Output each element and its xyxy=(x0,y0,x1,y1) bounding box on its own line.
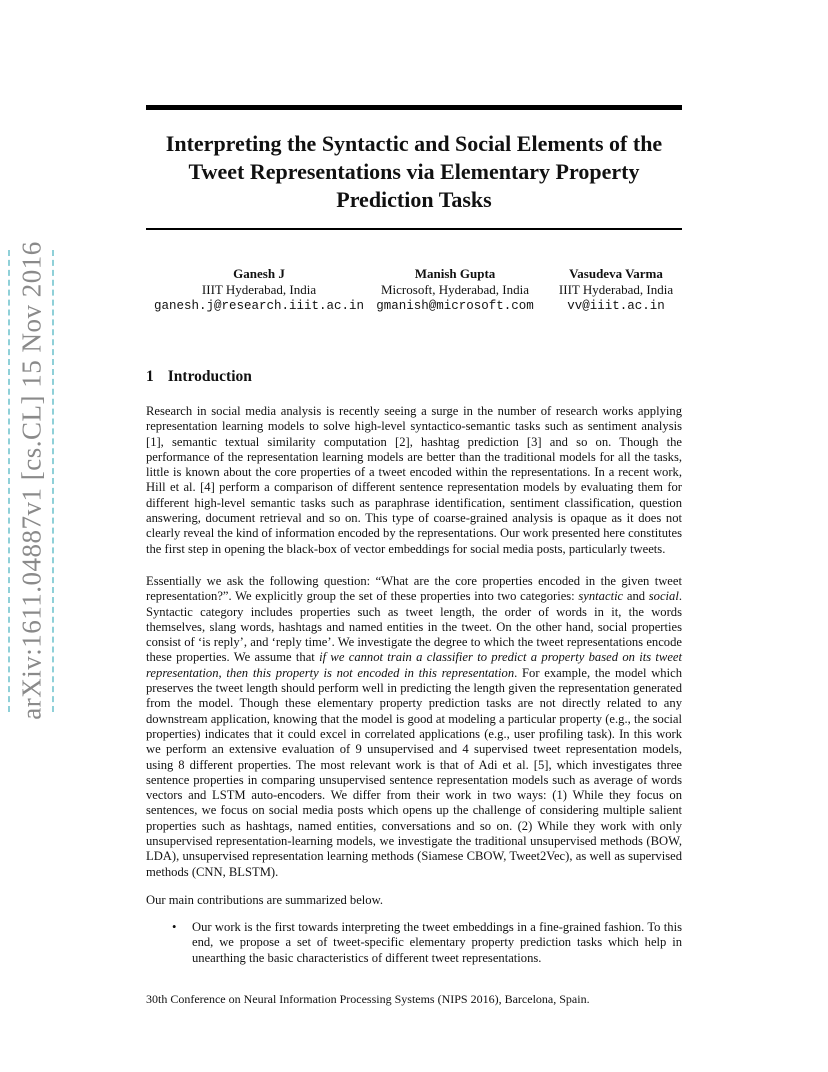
conference-footer: 30th Conference on Neural Information Processing Systems (NIPS 2016), Barcelona, Spain. xyxy=(146,992,590,1006)
author-email[interactable]: gmanish@microsoft.com xyxy=(376,299,534,313)
arxiv-stamp xyxy=(10,240,54,720)
author-email[interactable]: ganesh.j@research.iiit.ac.in xyxy=(153,299,365,313)
author-email[interactable]: vv@iiit.ac.in xyxy=(567,299,665,313)
list-item-text: Our work is the first towards interpreting the tweet embeddings in a fine-grained fashion. To this end, we propose a set of tweet-specific elementary property prediction tasks which help in unearthing the basic characteristics of different tweet representations. xyxy=(192,920,682,965)
paragraph-3: Our main contributions are summarized below. xyxy=(146,893,383,907)
author-name: Manish Gupta xyxy=(414,266,496,281)
paragraph-2-part-b: . Syntactic category includes properties such as tweet length, the order of words in it, the words themselves, slang words, hashtags and named entities in the tweet. On the other hand, social properties consist of ‘is reply’, and ‘reply time’. We investigate the degree to which the tweet representations encode these properties. We assume that xyxy=(146,589,682,665)
arxiv-stamp-text: arXiv:1611.04887v1 [cs.CL] 15 Nov 2016 xyxy=(16,240,47,720)
author-affiliation: Microsoft, Hyderabad, India xyxy=(380,282,529,297)
author-2 xyxy=(372,266,538,314)
list-item xyxy=(168,920,682,966)
section-title: Introduction xyxy=(167,368,252,385)
author-affiliation: IIIT Hyderabad, India xyxy=(558,282,674,297)
title-bottom-rule xyxy=(146,228,682,230)
paper-title xyxy=(146,130,682,214)
term-syntactic: syntactic xyxy=(578,589,624,604)
term-social: social xyxy=(648,589,679,604)
paragraph-1: Research in social media analysis is recently seeing a surge in the number of research works applying representation learning models to solve high-level syntactico-semantic tasks such as sentiment analysis [1], semantic textual similarity computation [2], hashtag prediction [3] and so on. Though the performance of the representation learning models are better than the traditional models for all the tasks, little is known about the core properties of a tweet encoded within the representations. In a recent work, Hill et al. [4] perform a comparison of different sentence representation models by evaluating them for different high-level semantic tasks such as paraphrase identification, sentiment classification, question answering, document retrieval and so on. This type of coarse-grained analysis is opaque as it does not clearly reveal the kind of information encoded by the representations. Our work presented here constitutes the first step in opening the black-box of vector embeddings for social media posts, particularly tweets. xyxy=(146,404,682,556)
paragraph-2 xyxy=(146,574,682,880)
title-line-1: Interpreting the Syntactic and Social Elements of the xyxy=(165,131,663,156)
section-heading xyxy=(146,368,252,386)
author-1 xyxy=(146,266,372,314)
section-number: 1 xyxy=(146,368,154,385)
bullet-dot: • xyxy=(172,920,177,934)
title-line-3: Prediction Tasks xyxy=(336,187,492,212)
paragraph-2-part-c: . For example, the model which preserves the tweet length should perform well in predicting the length given the representation generated from the model. Though these elementary property prediction tasks are not directly related to any downstream application, knowing that the model is good at modeling a particular property (e.g., the social properties) indicates that it could excel in correlated applications (e.g., user profiling task). In this work we perform an extensive evaluation of 9 unsupervised and 4 supervised tweet representation models, using 8 different properties. The most relevant work is that of Adi et al. [5], which investigates three sentence properties in comparing unsupervised sentence representation models such as average of words vectors and LSTM auto-encoders. We differ from their work in two ways: (1) While they focus on sentences, we focus on social media posts which opens up the challenge of considering multiple salient properties such as hashtags, named entities, conversations and so on. (2) While they work with only unsupervised representation-learning models, we investigate the traditional unsupervised methods (BOW, LDA), unsupervised representation learning methods (Siamese CBOW, Tweet2Vec), as well as supervised methods (CNN, BLSTM). xyxy=(146,665,682,879)
contributions-list xyxy=(168,920,682,966)
title-line-2: Tweet Representations via Elementary Property xyxy=(188,159,640,184)
author-3 xyxy=(540,266,692,314)
paragraph-2-and: and xyxy=(623,589,649,604)
title-top-rule xyxy=(146,105,682,110)
author-name: Ganesh J xyxy=(233,266,285,281)
assumption-italic: if we cannot train a classifier to predict a property based on its tweet representation, then this property is not encoded in this representation xyxy=(146,650,682,680)
paragraph-2-part-a: Essentially we ask the following question: “What are the core properties encoded in the given tweet representation?”. We explicitly group the set of these properties into two categories: xyxy=(146,574,682,604)
author-name: Vasudeva Varma xyxy=(569,266,663,281)
author-affiliation: IIIT Hyderabad, India xyxy=(201,282,317,297)
